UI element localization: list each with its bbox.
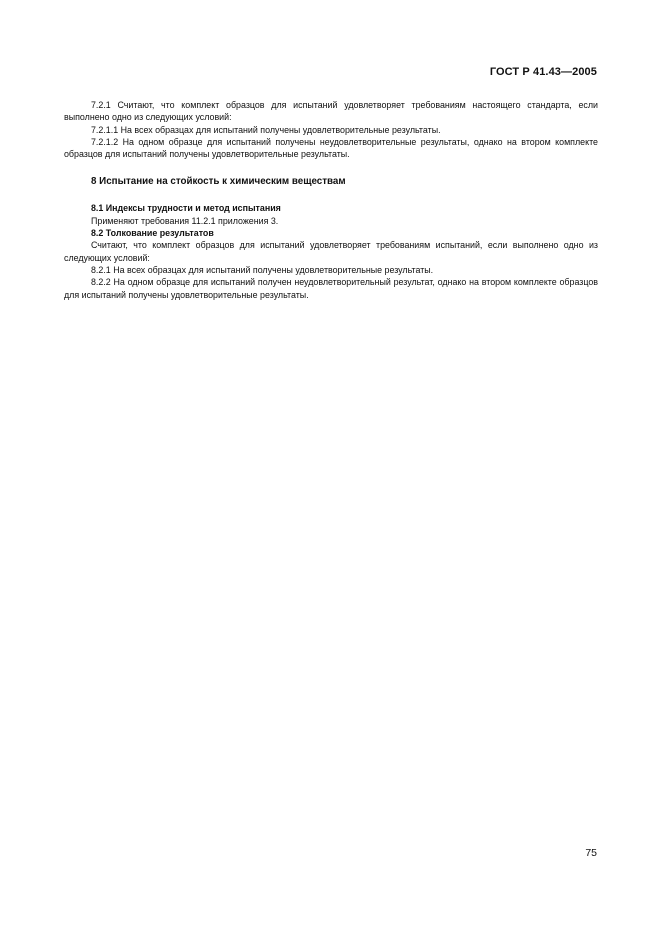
paragraph-8-2-2: 8.2.2 На одном образце для испытаний получен неудовлетворительный результат, однако на втором комплекте образцов для испытаний получены удовлетворительные результаты.	[64, 277, 598, 300]
paragraph-7-2-1-2: 7.2.1.2 На одном образце для испытаний получены неудовлетворительные результаты, однако на втором комплекте образцов для испытаний получены удовлетворительные результаты.	[64, 136, 598, 160]
subsection-8-1-title: 8.1 Индексы трудности и метод испытания	[91, 203, 281, 214]
paragraph-8-2-1: 8.2.1 На всех образцах для испытаний получены удовлетворительные результаты.	[91, 264, 434, 275]
subsection-8-2-title: 8.2 Толкование результатов	[91, 228, 214, 239]
document-content	[64, 99, 598, 301]
paragraph-7-2-1: 7.2.1 Считают, что комплект образцов для испытаний удовлетворяет требованиям настоящего стандарта, если выполнено одно из следующих условий:	[64, 100, 598, 123]
section-8-title: 8 Испытание на стойкость к химическим веществам	[91, 176, 346, 188]
document-code-header: ГОСТ Р 41.43—2005	[489, 66, 597, 78]
page-number: 75	[585, 847, 597, 859]
subsection-8-2-text: Считают, что комплект образцов для испытаний удовлетворяет требованиям испытаний, если выполнено одно из следующих условий:	[64, 240, 598, 263]
paragraph-7-2-1-1: 7.2.1.1 На всех образцах для испытаний получены удовлетворительные результаты.	[91, 124, 441, 135]
subsection-8-1-text: Применяют требования 11.2.1 приложения 3.	[91, 215, 279, 226]
